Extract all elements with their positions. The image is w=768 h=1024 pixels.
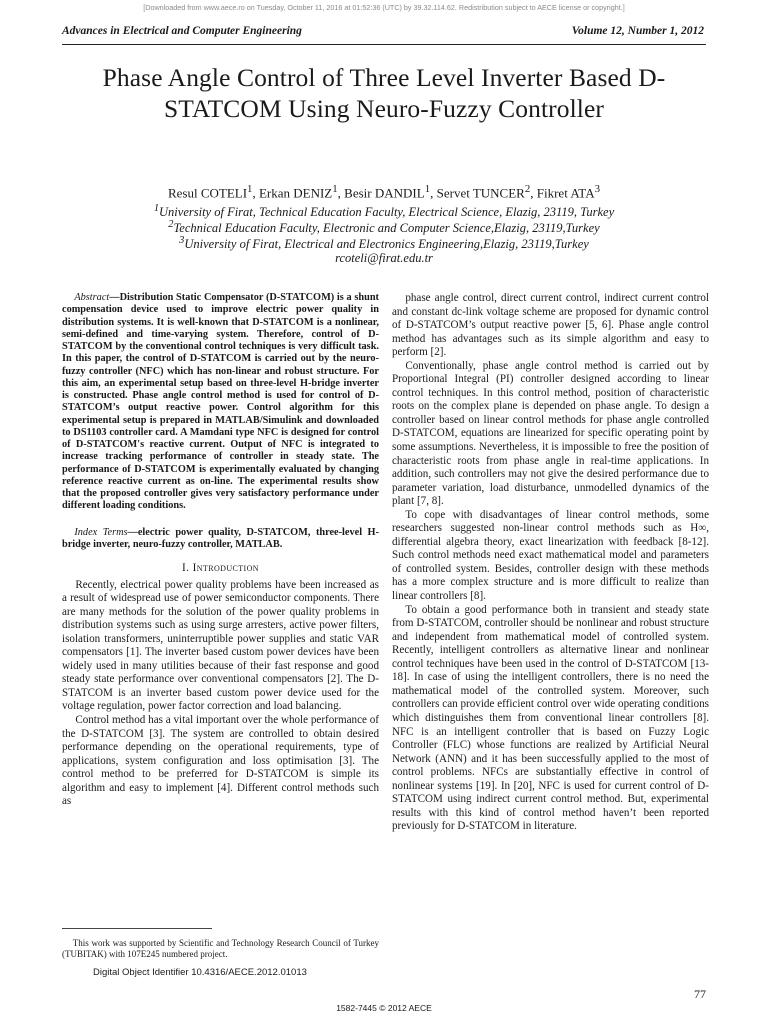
footnote-separator <box>62 928 212 929</box>
left-column <box>62 292 379 809</box>
abstract-text: —Distribution Static Compensator (D-STATCOM) is a shunt compensation device used to improve electric power quality in distribution systems. It is well-known that D-STATCOM is a nonlinear, semi-defined and time-varying system. Therefore, control of D-STATCOM by the conventional control techniques is very difficult task. In this paper, the control of D-STATCOM is carried out by the neuro-fuzzy controller (NFC) which has non-linear and robust structure. For this aim, an experimental setup based on three-level H-bridge inverter is constructed. Phase angle control method is used for control of D-STATCOM’s output reactive power. Control algorithm for this experimental setup is prepared in MATLAB/Simulink and downloaded to DS1103 controller card. A Mamdani type NFC is designed for control of D-STATCOM's reactive current. Output of NFC is integrated to increase tracking performance of controller in steady state. The performance of D-STATCOM is experimentally evaluated by changing reference reactive current as on-line. The experimental results show that the proposed controller gives very satisfactory performance under different loading conditions. <box>62 292 379 512</box>
right-column <box>392 292 709 834</box>
left-body <box>62 579 379 809</box>
author-name: Servet TUNCER <box>436 185 525 201</box>
affiliation-1: $^1$University of Firat, Technical Education Faculty, Electrical Science, Elazig, 23119, Turkey <box>153 203 615 220</box>
right-body <box>392 292 709 834</box>
author-name: Fikret ATA <box>536 185 595 201</box>
download-notice: [Downloaded from www.aece.ro on Tuesday, October 11, 2016 at 01:52:36 (UTC) by 39.32.114.62. Redistribution subject to AECE license or copyright.] <box>143 3 625 12</box>
funding-footnote: This work was supported by Scientific and Technology Research Council of Turkey (TUBITAK) with 107E245 numbered project. <box>62 938 379 959</box>
author-list: Resul COTELI$^1$, Erkan DENIZ$^1$, Besir DANDIL$^1$, Servet TUNCER$^2$, Fikret ATA$^3$ <box>167 183 601 201</box>
body-paragraph: To cope with disadvantages of linear control methods, some researchers suggested non-linear control methods such as H∞, differential algebra theory, exact linearization with feedback [8-12]. Such control methods need exact mathematical model and parameters of controlled system. Besides, controller design with these methods has a more complex structure and is more difficult to realize than linear controllers [8]. <box>392 508 709 603</box>
page-number: 77 <box>694 987 706 1001</box>
volume-info: Volume 12, Number 1, 2012 <box>571 25 704 37</box>
journal-name: Advances in Electrical and Computer Engineering <box>62 25 302 37</box>
section-heading: I. Introduction <box>182 562 259 574</box>
issn-copyright: 1582-7445 © 2012 AECE <box>336 1003 432 1013</box>
body-paragraph: phase angle control, direct current control, indirect current control and constant dc-link voltage scheme are proposed for dynamic control of D-STATCOM’s output reactive power [5, 6]. Phase angle control method has advantages such as its simple algorithm and easy to perform [2]. <box>392 292 709 359</box>
body-paragraph: Conventionally, phase angle control method is carried out by Proportional Integral (PI) controller designed according to linear control techniques. In this control method, position of characteristic roots on the complex plane is depended on phase angle. To design a controller based on linear control methods for phase angle controlled D-STATCOM, equations are linearized for specific operating point by some assumptions. Nevertheless, it is impossible to free the position of characteristic roots from phase angle in real-time applications. In addition, such controllers may not give the desired performance due to parameter variation, load disturbance, unmodelled dynamics of the plant [7, 8]. <box>392 359 709 508</box>
body-paragraph: Control method has a vital important over the whole performance of the D-STATCOM [3]. The system are controlled to obtain desired performance depending on the operational requirements, type of applications, system configuration and loss optimisation [3]. The control method to be preferred for D-STATCOM is simple its algorithm and easy to implement [4]. Different control methods such as <box>62 714 379 808</box>
abstract-label: Abstract <box>74 292 110 303</box>
affiliation-3: $^3$University of Firat, Electrical and Electronics Engineering,Elazig, 23119,Turkey <box>179 235 589 252</box>
author-email: rcoteli@firat.edu.tr <box>335 251 433 265</box>
author-name: Besir DANDIL <box>344 185 425 201</box>
author-name: Erkan DENIZ <box>258 185 333 201</box>
body-paragraph: To obtain a good performance both in transient and steady state from D-STATCOM, controller should be nonlinear and robust structure and independent from mathematical model of controlled system. Recently, intelligent controllers as alternative linear and nonlinear control techniques have been used in the control of D-STATCOM [13-18]. In case of using the intelligent controllers, there is no need the mathematical model of the controlled system. Moreover, such controllers can provide efficient control over wide operating conditions which distinguishes them from conventional linear controllers [8]. NFC is an intelligent controller that is based on Fuzzy Logic Controller (FLC) whose functions are realized by Artificial Neural Network (ANN) and it has been successfully applied to the most of control problems. NFCs are substantially effective in control of nonlinear systems [19]. In [20], NFC is used for current control of D-STATCOM using indirect current control method. But, experimental results with this kind of control method haven’t been reported previously for D-STATCOM in literature. <box>392 603 709 833</box>
index-terms-text: —electric power quality, D-STATCOM, three-level H-bridge inverter, neuro-fuzzy controller, MATLAB. <box>62 526 380 550</box>
author-name: Resul COTELI <box>167 185 248 201</box>
abstract <box>62 292 379 551</box>
body-paragraph: Recently, electrical power quality problems have been increased as a result of widespread use of power semiconductor components. There are many methods for the solution of the power quality problems in distribution systems such as using surge arresters, active power filters, isolation transformers, uninterruptible power supplies and static VAR compensators [1]. The inverter based custom power devices have been widely used in many utilities because of their fast response and good steady state performance over conventional compensators [2]. The D-STATCOM is an inverter based custom power device used for the voltage regulation, power factor correction and load balancing. <box>62 578 379 713</box>
doi: Digital Object Identifier 10.4316/AECE.2012.01013 <box>93 967 307 978</box>
affiliation-2: $^2$Technical Education Faculty, Electronic and Computer Science,Elazig, 23119,Turkey <box>168 219 600 236</box>
paper-title: Phase Angle Control of Three Level Inverter Based D-STATCOM Using Neuro-Fuzzy Controller <box>102 63 666 124</box>
header-rule <box>62 44 706 45</box>
index-terms-label: Index Terms <box>74 526 128 538</box>
